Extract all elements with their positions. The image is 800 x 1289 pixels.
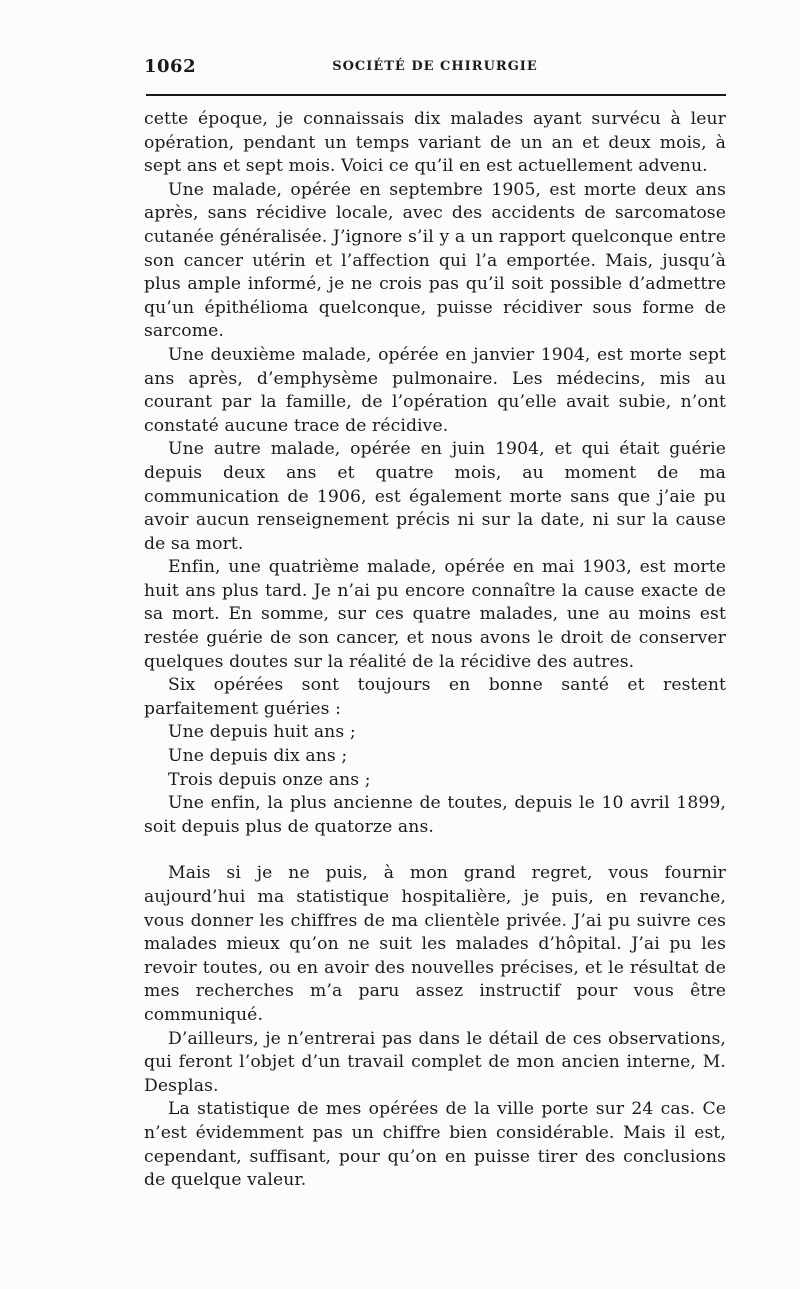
paragraph: Une autre malade, opérée en juin 1904, et qui était guérie depuis deux ans et quatre mois, au moment de ma communication de 1906, est également morte sans que j’aie pu avoir aucun renseignement précis ni sur la date, ni sur la cause de sa mort. <box>144 439 726 554</box>
paragraph: Six opérées sont toujours en bonne santé et restent parfaitement guéries : <box>144 675 726 719</box>
list-item: Trois depuis onze ans ; <box>168 769 371 790</box>
paragraph-continuation: cette époque, je connaissais dix malades ayant survécu à leur opération, pendant un temps variant de un an et deux mois, à sept ans et sept mois. Voici ce qu’il en est actuellement advenu. <box>144 109 726 177</box>
running-title: SOCIÉTÉ DE CHIRURGIE <box>332 59 538 74</box>
section-gap <box>144 839 726 862</box>
paragraph: Enfin, une quatrième malade, opérée en mai 1903, est morte huit ans plus tard. Je n’ai pu encore connaître la cause exacte de sa mort. En somme, sur ces quatre malades, une au moins est restée guérie de son cancer, et nous avons le droit de conserver quelques doutes sur la réalité de la récidive des autres. <box>144 557 726 672</box>
header-rule <box>146 94 726 96</box>
paragraph: D’ailleurs, je n’entrerai pas dans le détail de ces observations, qui feront l’objet d’un travail complet de mon ancien interne, M. Desplas. <box>144 1028 726 1096</box>
page-header <box>144 56 726 82</box>
paragraph: Une malade, opérée en septembre 1905, est morte deux ans après, sans récidive locale, avec des accidents de sarcomatose cutanée généralisée. J’ignore s’il y a un rapport quelconque entre son cancer utérin et l’affection qui l’a emportée. Mais, jusqu’à plus ample informé, je ne crois pas qu’il soit possible d’admettre qu’un épithélioma quelconque, puisse récidiver sous forme de sarcome. <box>144 179 726 342</box>
paragraph: Une enfin, la plus ancienne de toutes, depuis le 10 avril 1899, soit depuis plus de quatorze ans. <box>144 793 726 837</box>
body-text <box>144 108 726 1193</box>
paragraph: Mais si je ne puis, à mon grand regret, vous fournir aujourd’hui ma statistique hospitalière, je puis, en revanche, vous donner les chiffres de ma clientèle privée. J’ai pu suivre ces malades mieux qu’on ne suit les malades d’hôpital. J’ai pu les revoir toutes, ou en avoir des nouvelles précises, et le résultat de mes recherches m’a paru assez instructif pour vous être communiqué. <box>144 863 726 1025</box>
paragraph: La statistique de mes opérées de la ville porte sur 24 cas. Ce n’est évidemment pas un chiffre bien considérable. Mais il est, cependant, suffisant, pour qu’on en puisse tirer des conclusions de quelque valeur. <box>144 1099 726 1191</box>
page-number: 1062 <box>144 56 197 77</box>
list-item: Une depuis dix ans ; <box>168 746 348 767</box>
list-item: Une depuis huit ans ; <box>168 722 356 743</box>
paragraph: Une deuxième malade, opérée en janvier 1904, est morte sept ans après, d’emphysème pulmonaire. Les médecins, mis au courant par la famille, de l’opération qu’elle avait subie, n’ont constaté aucune trace de récidive. <box>144 344 726 436</box>
